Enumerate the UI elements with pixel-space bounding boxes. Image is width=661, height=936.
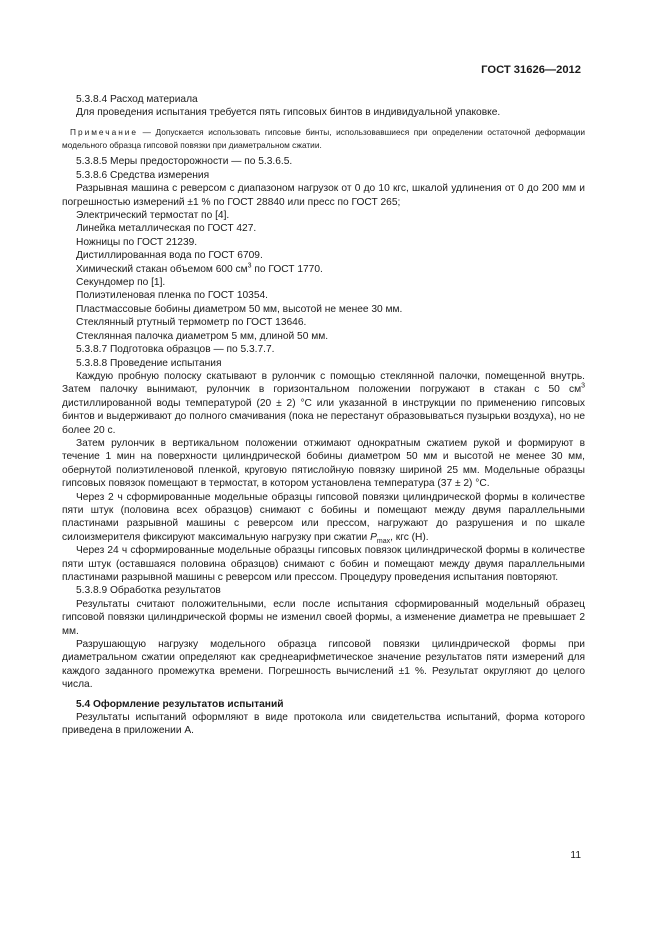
paragraph: Через 24 ч сформированные модельные образцы гипсовых повязок цилиндрической формы в количестве пяти штук (оставшаяся половина образцов) снимают с бобин и помещают между двумя параллельными пластинами разрывной машины с реверсом или прессом. Процедуру проведения испытания повторяют. <box>62 545 585 583</box>
equipment-item: Электрический термостат по [4]. <box>76 210 230 222</box>
equipment-item: Полиэтиленовая пленка по ГОСТ 10354. <box>76 290 268 302</box>
section-heading-5-3-8-6: 5.3.8.6 Средства измерения <box>76 169 210 181</box>
equipment-item: Стеклянный ртутный термометр по ГОСТ 13646. <box>76 317 307 329</box>
paragraph: Результаты испытаний оформляют в виде протокола или свидетельства испытаний, форма которого приведена в приложении А. <box>62 712 585 737</box>
equipment-item: Ножницы по ГОСТ 21239. <box>76 236 198 248</box>
section-heading-5-3-8-9: 5.3.8.9 Обработка результатов <box>76 585 221 597</box>
paragraph: Разрушающую нагрузку модельного образца гипсовой повязки цилиндрической формы при диаметральном сжатии определяют как среднеарифметическое значение результатов пяти измерений для каждого заданного промежутка времени. Погрешность вычислений ±1 %. Результат округляют до целого числа. <box>62 639 585 691</box>
paragraph: Результаты считают положительными, если после испытания сформированный модельный образец гипсовой повязки цилиндрической формы не изменил своей формы, а изменение диаметра не превышает 2 мм. <box>62 598 585 637</box>
note <box>62 126 585 152</box>
paragraph: Затем рулончик в вертикальном положении отжимают однократным сжатием рукой и формируют в течение 1 мин на поверхности цилиндрической бобины диаметром 50 мм и высотой не менее 30 мм, обернутой полиэтиленовой пленкой, круговую пятислойную повязку шириной 25 мм. Модельные образцы гипсовых повязок помещают в термостат, в котором установлена температура (37 ± 2) °С. <box>62 437 585 490</box>
section-heading-5-3-8-5: 5.3.8.5 Меры предосторожности — по 5.3.6.5. <box>76 156 293 168</box>
section-heading-5-3-8-8: 5.3.8.8 Проведение испытания <box>76 357 222 369</box>
paragraph <box>62 370 585 437</box>
equipment-item: Дистиллированная вода по ГОСТ 6709. <box>76 250 263 262</box>
subscript-max: max <box>376 537 391 545</box>
equipment-item: Разрывная машина с реверсом с диапазоном нагрузок от 0 до 10 кгс, шкалой удлинения от 0 до 200 мм и погрешностью измерений ±1 % по ГОСТ 28840 или пресс по ГОСТ 265; <box>62 183 585 208</box>
text-fragment: Через 2 ч сформированные модельные образцы гипсовой повязки цилиндрической формы в количестве пяти штук (половина всех образцов) снимают с бобины и помещают между двумя параллельными пластинами разрывной машины с реверсом или прессом, нагружают до разрушения и по шкале силоизмерителя фиксируют максимальную нагрузку при сжатии <box>62 491 585 543</box>
text-fragment: Химический стакан объемом 600 см <box>76 263 248 275</box>
text-fragment: , кгс (Н). <box>390 531 429 543</box>
equipment-item: Линейка металлическая по ГОСТ 427. <box>76 223 257 235</box>
equipment-item: Секундомер по [1]. <box>76 277 166 289</box>
page-number: 11 <box>570 850 581 861</box>
document-code: ГОСТ 31626—2012 <box>481 64 581 76</box>
equipment-item <box>62 263 585 276</box>
text-fragment: Каждую пробную полоску скатывают в рулончик с помощью стеклянной палочки, помещенной внутрь. Затем палочку вынимают, рулончик в горизонтальном положении погружают в стакан с 50 см <box>62 370 585 396</box>
superscript: 3 <box>581 382 585 390</box>
equipment-item: Стеклянная палочка диаметром 5 мм, длиной 50 мм. <box>76 330 329 342</box>
equipment-item: Пластмассовые бобины диаметром 50 мм, высотой не менее 30 мм. <box>76 303 403 315</box>
text-fragment: по ГОСТ 1770. <box>251 263 323 275</box>
section-heading-5-3-8-7: 5.3.8.7 Подготовка образцов — по 5.3.7.7. <box>76 344 275 356</box>
superscript: 3 <box>247 262 252 270</box>
section-heading-5-3-8-4: 5.3.8.4 Расход материала <box>76 94 198 105</box>
section-heading-5-4: 5.4 Оформление результатов испытаний <box>76 698 284 710</box>
note-text: — Допускается использовать гипсовые бинты, использовавшиеся при определении остаточной деформации модельного образца гипсовой повязки при диаметральном сжатии. <box>62 126 585 150</box>
page-body <box>62 93 585 738</box>
paragraph <box>62 491 585 545</box>
note-label: Примечание <box>70 126 139 137</box>
variable-p: P <box>370 531 377 543</box>
text-fragment: дистиллированной воды температурой (20 ± 2) °С или указанной в инструкции по применению гипсовых бинтов и выдерживают до полного смачивания (пока не перестанут образовываться пузырьки воздуха), но не более 20 с. <box>62 397 585 436</box>
paragraph: Для проведения испытания требуется пять гипсовых бинтов в индивидуальной упаковке. <box>76 107 501 119</box>
